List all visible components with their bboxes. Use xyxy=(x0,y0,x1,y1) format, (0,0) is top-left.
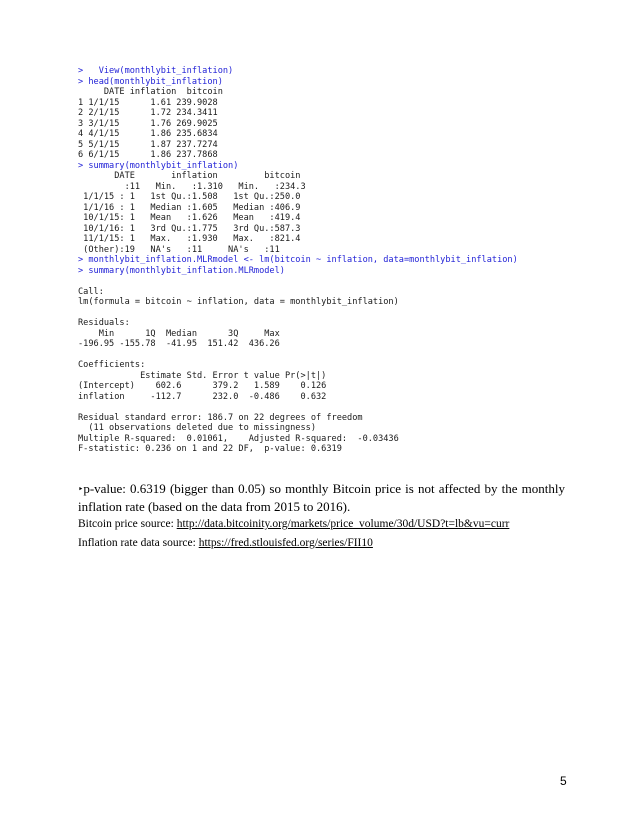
console-output-line: DATE inflation bitcoin xyxy=(78,171,301,181)
console-output-line: Residual standard error: 186.7 on 22 degrees of freedom xyxy=(78,412,363,423)
console-output-line: 1 1/1/15 1.61 239.9028 xyxy=(78,97,218,108)
console-output-line: Min 1Q Median 3Q Max xyxy=(78,328,280,339)
inflation-source xyxy=(78,536,373,550)
console-command-line: > head(monthlybit_inflation) xyxy=(78,76,223,87)
console-output-line: inflation -112.7 232.0 -0.486 0.632 xyxy=(78,391,327,402)
console-output-line: 5 5/1/15 1.87 237.7274 xyxy=(78,139,218,150)
console-output-line: 6 6/1/15 1.86 237.7868 xyxy=(78,150,218,160)
console-command-line: > monthlybit_inflation.MLRmodel <- lm(bitcoin ~ inflation, data=monthlybit_inflation) xyxy=(78,255,518,265)
inflation-source-link[interactable]: https://fred.stlouisfed.org/series/FII10 xyxy=(198,537,373,549)
console-output-line: lm(formula = bitcoin ~ inflation, data = monthlybit_inflation) xyxy=(78,297,399,307)
console-output-line: :11 Min. :1.310 Min. :234.3 xyxy=(78,181,306,192)
console-output-line: Call: xyxy=(78,286,104,297)
console-output-line: F-statistic: 0.236 on 1 and 22 DF, p-value: 0.6319 xyxy=(78,444,342,454)
console-output-line: 10/1/16: 1 3rd Qu.:1.775 3rd Qu.:587.3 xyxy=(78,223,301,234)
console-output-line: Coefficients: xyxy=(78,360,146,370)
console-blank-line xyxy=(78,350,558,361)
console-output-line: 1/1/15 : 1 1st Qu.:1.508 1st Qu.:250.0 xyxy=(78,192,301,202)
console-output-line: (Intercept) 602.6 379.2 1.589 0.126 xyxy=(78,381,327,391)
console-output-line: DATE inflation bitcoin xyxy=(78,87,223,97)
console-command-line: > View(monthlybit_inflation) xyxy=(78,66,234,76)
console-output-line: 10/1/15: 1 Mean :1.626 Mean :419.4 xyxy=(78,213,301,223)
console-output-line: 4 4/1/15 1.86 235.6834 xyxy=(78,129,218,139)
console-output-line: (11 observations deleted due to missingness) xyxy=(78,423,316,433)
console-output-line: 11/1/15: 1 Max. :1.930 Max. :821.4 xyxy=(78,234,301,244)
bitcoin-source-link[interactable]: http://data.bitcoinity.org/markets/price_volume/30d/USD?t=lb&vu=curr xyxy=(176,518,510,530)
console-output-line: 2 2/1/15 1.72 234.3411 xyxy=(78,108,218,118)
conclusion-paragraph xyxy=(78,480,565,515)
inflation-source-label: Inflation rate data source: xyxy=(78,537,199,549)
console-output-line: Residuals: xyxy=(78,318,130,328)
r-console-output xyxy=(78,66,558,455)
bullet-arrow-icon: ‣ xyxy=(78,484,84,494)
console-output-line: Multiple R-squared: 0.01061, Adjusted R-squared: -0.03436 xyxy=(78,433,399,444)
console-output-line: 1/1/16 : 1 Median :1.605 Median :406.9 xyxy=(78,202,301,213)
console-output-line: Estimate Std. Error t value Pr(>|t|) xyxy=(78,370,327,381)
console-blank-line xyxy=(78,308,558,319)
bitcoin-source-label: Bitcoin price source: xyxy=(78,518,177,530)
conclusion-text: p-value: 0.6319 (bigger than 0.05) so monthly Bitcoin price is not affected by the monthly inflation rate (based on the data from 2015 to 2016). xyxy=(78,481,565,514)
console-command-line: > summary(monthlybit_inflation.MLRmodel) xyxy=(78,265,285,276)
page-number: 5 xyxy=(560,774,567,788)
console-output-line: (Other):19 NA's :11 NA's :11 xyxy=(78,244,280,255)
console-command-line: > summary(monthlybit_inflation) xyxy=(78,160,239,171)
console-output-line: -196.95 -155.78 -41.95 151.42 436.26 xyxy=(78,339,280,349)
console-blank-line xyxy=(78,276,558,287)
console-blank-line xyxy=(78,402,558,413)
bitcoin-source xyxy=(78,517,509,531)
console-output-line: 3 3/1/15 1.76 269.9025 xyxy=(78,118,218,129)
